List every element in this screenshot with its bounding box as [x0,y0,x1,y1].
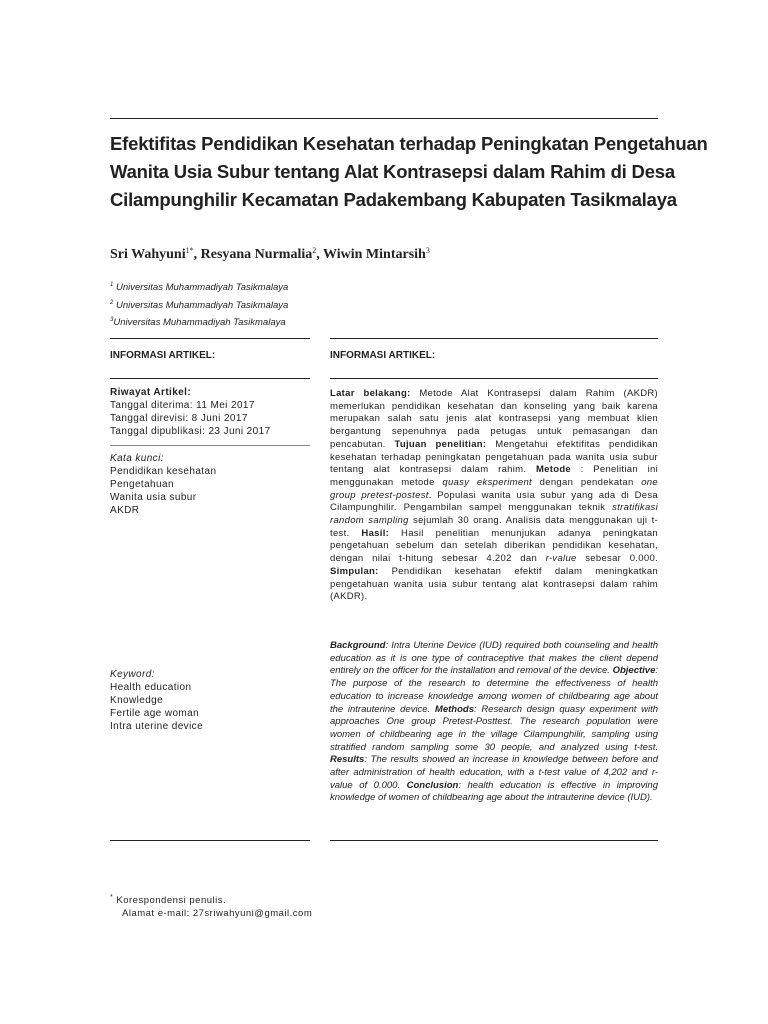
affiliation [110,278,288,296]
history-revised: Tanggal direvisi: 8 Juni 2017 [110,413,248,424]
abstract-text: : Penelitian ini menggunakan metode [330,464,658,488]
abstract-label: Background [330,640,386,651]
right-header-rule [330,378,658,379]
abstract-text: sebesar 0.000. [576,553,658,565]
history-published: Tanggal dipublikasi: 23 Juni 2017 [110,426,271,437]
abstract-emphasis: r-value [545,553,577,565]
abstract-label: Latar belakang: [330,388,411,399]
keyword-id-item: Pendidikan kesehatan [110,466,217,477]
abstract-label: Methods [434,703,474,715]
article-history [110,386,271,438]
keywords-en [110,668,203,733]
abstract-text: : The results showed an increase in knowledge between before and after administration of health education, with a t-test value of 4,202 and r-value of 0.000. [330,754,658,791]
author-sup: 1* [185,246,194,255]
affiliation [110,313,288,331]
keyword-en-item: Intra uterine device [110,721,204,732]
affiliation [110,296,288,314]
keywords-id-heading: Kata kunci: [110,453,164,464]
abstract-label: Tujuan penelitian: [394,438,487,450]
abstract-indonesian [330,388,658,604]
abstract-label: Results [330,754,365,766]
left-column-bottom-rule [110,840,310,841]
abstract-text: sejumlah 30 orang. Analisis data menggunakan uji t-test. [330,515,658,539]
abstract-label: Conclusion [406,779,459,791]
history-received: Tanggal diterima: 11 Mei 2017 [110,400,255,411]
keyword-id-item: AKDR [110,505,140,516]
keyword-en-item: Health education [110,682,192,693]
abstract-text: dengan pendekatan [531,476,642,488]
left-column-top-rule [110,338,310,339]
abstract-text: : health education is effective in improving knowledge of women of childbearing age about the intrauterine device (IUD). [330,779,658,804]
top-rule [110,118,658,119]
author-list [110,246,430,263]
affiliation-sup: 3 [110,317,114,323]
left-header-rule [110,378,310,379]
abstract-text: Pendidikan kesehatan efektif dalam meningkatkan pengetahuan wanita usia subur tentang alat kontrasepsi dalam rahim (AKDR). [330,565,658,603]
left-info-heading: INFORMASI ARTIKEL: [110,350,216,361]
abstract-label: Objective [612,665,656,677]
keyword-id-item: Wanita usia subur [110,492,197,503]
author-sup: 3 [425,246,430,255]
right-column-top-rule [330,338,658,339]
abstract-emphasis: quasy eksperiment [442,476,532,488]
footnote-line-2: Alamat e-mail: 27sriwahyuni@gmail.com [122,908,313,919]
title-line-1: Efektifitas Pendidikan Kesehatan terhadap Peningkatan Pengetahuan [110,133,708,154]
abstract-text: : Intra Uterine Device (IUD) required both counseling and health education as it is one type of contraceptive that makes the client depend entirely on the officer for the installation and removal of the device. [330,640,658,677]
footnote-line-1: Korespondensi penulis. [113,895,227,906]
abstract-text: : Research design quasy experiment with approaches One group Pretest-Posttest. The research population were women of childbearing age in the village Cilampunghilir, sampling using stratified random sampling some 30 people, and analyzed using t-test. [330,703,658,753]
keyword-en-item: Fertile age woman [110,708,200,719]
history-divider [110,445,310,446]
right-info-heading: INFORMASI ARTIKEL: [330,350,436,361]
abstract-text: : The purpose of the research to determine the effectiveness of health education to increase knowledge among women of childbearing age about the intrauterine device. [330,665,658,715]
author-name: Sri Wahyuni [110,247,186,262]
author-separator: , [316,247,323,262]
abstract-label: Hasil: [361,527,390,539]
title-line-2: Wanita Usia Subur tentang Alat Kontrasepsi dalam Rahim di Desa [110,161,675,182]
abstract-english [330,640,658,805]
author-sup: 2 [312,246,317,255]
abstract-label: Simpulan: [330,565,379,577]
keyword-id-item: Pengetahuan [110,479,174,490]
abstract-text: Hasil penelitian menunjukan adanya peningkatan pengetahuan sebelum dan setelah diberikan pendidikan kesehatan, dengan nilai t-hitung sebesar 4.202 dan [330,527,658,565]
abstract-text: Mengetahui efektifitas pendidikan kesehatan terhadap peningkatan pengetahuan pada wanita usia subur tentang alat kontrasepsi dalam rahim. [330,438,658,476]
author-name: Wiwin Mintarsih [323,247,426,262]
affiliation-text: Universitas Muhammadiyah Tasikmalaya [113,317,286,328]
abstract-label: Metode [535,464,572,476]
title-line-3: Cilampunghilir Kecamatan Padakembang Kabupaten Tasikmalaya [110,189,677,210]
author-name: Resyana Nurmalia [200,247,313,262]
affiliation-sup: 1 [110,282,114,288]
author-separator: , [193,247,201,262]
affiliation-text: Universitas Muhammadiyah Tasikmalaya [115,282,289,293]
abstract-emphasis: stratifikasi random sampling [330,502,658,527]
keywords-en-heading: Keyword: [110,669,155,680]
affiliation-list [110,278,288,331]
correspondence-footnote [110,891,312,920]
abstract-text: . Populasi wanita usia subur yang ada di Desa Cilampunghilir. Pengambilan sampel menggunakan teknik [330,489,659,514]
keywords-id [110,452,216,517]
keyword-en-item: Knowledge [110,695,164,706]
affiliation-sup: 2 [110,299,114,306]
history-heading: Riwayat Artikel: [110,387,192,398]
abstract-text: Metode Alat Kontrasepsi dalam Rahim (AKDR) memerlukan pendidikan kesehatan dan konseling yang baik karena merupakan salah satu jenis alat kontrasepsi yang membuat klien bergantung sepenuhnya pada petugas untuk pemasangan dan pencabutan. [330,388,658,450]
affiliation-text: Universitas Muhammadiyah Tasikmalaya [115,299,289,311]
abstract-emphasis: one group pretest-postest [330,476,658,501]
article-title [110,130,708,214]
footnote-marker: * [110,894,114,901]
right-column-bottom-rule [330,840,658,841]
